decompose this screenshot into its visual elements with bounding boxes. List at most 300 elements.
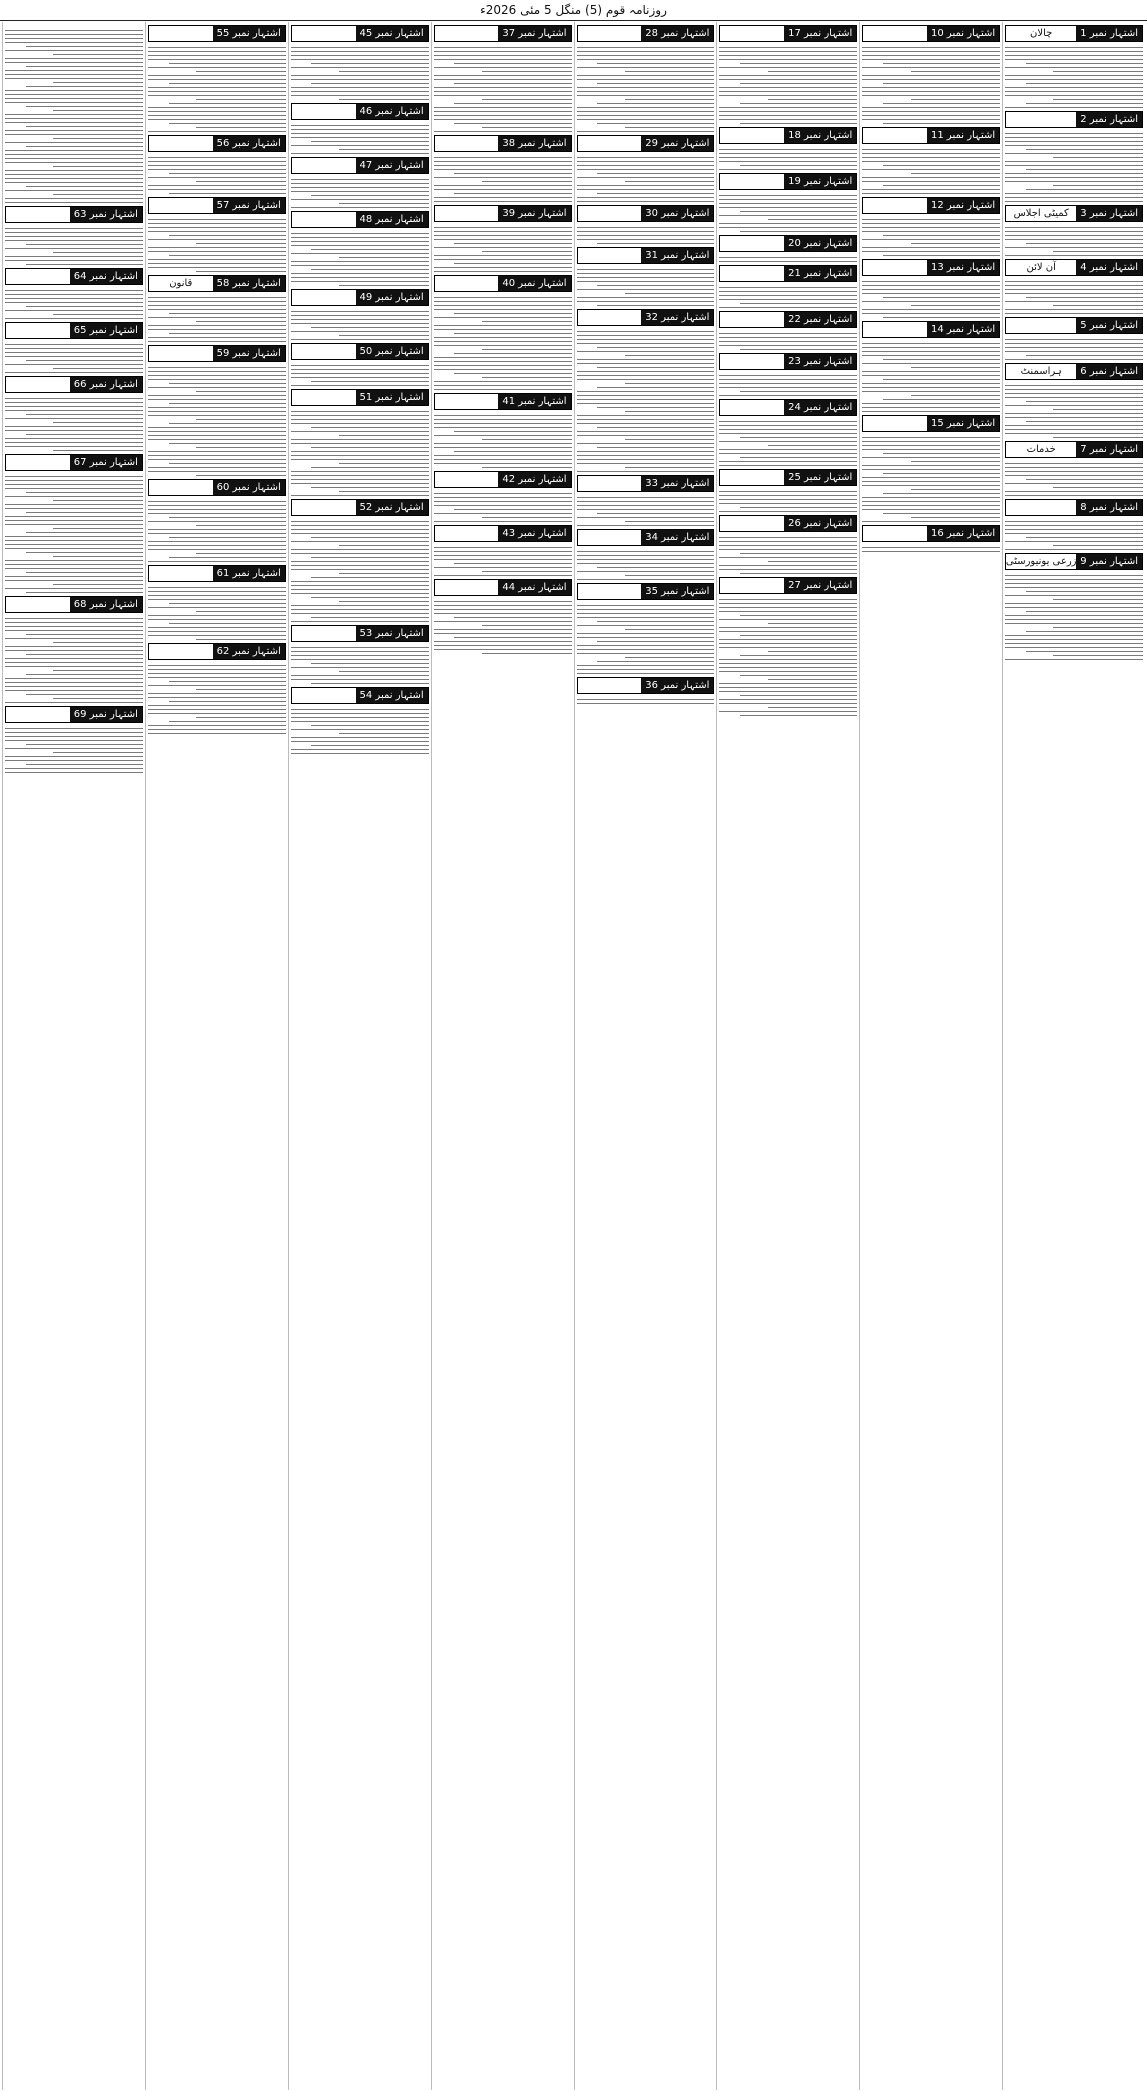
text-line [53, 642, 143, 643]
text-line [5, 310, 143, 311]
ad-title [578, 678, 642, 693]
ad-box [148, 25, 286, 132]
text-line [862, 407, 1000, 408]
text-line [454, 243, 571, 244]
ad-header [434, 25, 572, 42]
text-line [1053, 71, 1143, 72]
text-line [434, 605, 572, 606]
text-line [625, 521, 715, 522]
text-line [26, 126, 143, 127]
text-line [5, 520, 143, 521]
text-line [291, 95, 429, 96]
text-line [1026, 355, 1143, 356]
text-line [169, 721, 286, 722]
text-line [148, 435, 286, 436]
text-line [719, 425, 857, 426]
text-line [169, 235, 286, 236]
text-line [291, 47, 429, 48]
text-line [719, 299, 857, 300]
text-line [597, 123, 714, 124]
text-line [577, 51, 715, 52]
ad-title [6, 707, 70, 722]
text-line [148, 665, 286, 666]
ad-box [434, 25, 572, 132]
ad-number: اشتہار نمبر 18 [784, 128, 856, 143]
text-line [577, 59, 715, 60]
text-line [1005, 165, 1143, 166]
ad-box [719, 399, 857, 466]
ad-body-text [719, 532, 857, 574]
text-line [719, 157, 857, 158]
text-line [5, 646, 143, 647]
text-line [5, 540, 143, 541]
ad-title: چالان [1030, 28, 1053, 39]
text-line [1005, 133, 1143, 134]
classified-page [2, 22, 1145, 2090]
text-line [291, 495, 429, 496]
ad-box [719, 127, 857, 170]
text-line [454, 373, 571, 374]
text-line [1005, 231, 1143, 232]
text-line [454, 431, 571, 432]
ad-body-text [719, 144, 857, 170]
ad-header [719, 311, 857, 328]
text-line [291, 713, 429, 714]
ad-number: اشتہار نمبر 7 [1076, 442, 1142, 457]
ad-box [148, 197, 286, 272]
text-line [862, 223, 1000, 224]
ad-title [720, 400, 784, 415]
text-line [5, 740, 143, 741]
text-line [434, 197, 572, 198]
text-line [53, 368, 143, 369]
text-line [148, 51, 286, 52]
text-line [577, 359, 715, 360]
ad-box [862, 321, 1000, 412]
text-line [1053, 305, 1143, 306]
ad-box [5, 268, 143, 319]
text-line [339, 733, 429, 734]
ad-number: اشتہار نمبر 33 [641, 476, 713, 491]
ad-body-text [291, 360, 429, 386]
ad-body-text [291, 306, 429, 340]
text-line [577, 463, 715, 464]
text-line [5, 372, 143, 373]
text-line [5, 364, 143, 365]
ad-title [6, 269, 70, 284]
text-line [454, 173, 571, 174]
ad-box [862, 415, 1000, 522]
ad-box [719, 469, 857, 512]
text-line [148, 459, 286, 460]
text-line [577, 119, 715, 120]
text-line [719, 503, 857, 504]
text-line [291, 431, 429, 432]
text-line [911, 243, 1001, 244]
ad-number: اشتہار نمبر 24 [784, 400, 856, 415]
text-line [577, 517, 715, 518]
text-line [291, 439, 429, 440]
text-line [5, 228, 143, 229]
ad-number: اشتہار نمبر 16 [927, 526, 999, 541]
text-line [196, 127, 286, 128]
ad-body-text [291, 406, 429, 496]
text-line [625, 575, 715, 576]
text-line [862, 309, 1000, 310]
ad-header [148, 275, 286, 292]
ad-box [148, 643, 286, 734]
text-line [883, 379, 1000, 380]
text-line [291, 273, 429, 274]
text-line [148, 267, 286, 268]
text-line [5, 496, 143, 497]
text-line [719, 499, 857, 500]
text-line [862, 115, 1000, 116]
ad-body-text [719, 370, 857, 396]
text-line [339, 601, 429, 602]
text-line [291, 737, 429, 738]
ad-box [148, 275, 286, 342]
text-line [862, 111, 1000, 112]
text-line [482, 377, 572, 378]
text-line [169, 383, 286, 384]
text-line [148, 541, 286, 542]
text-line [1005, 95, 1143, 96]
text-line [577, 551, 715, 552]
text-line [1005, 309, 1143, 310]
text-line [5, 134, 143, 135]
text-line [26, 434, 143, 435]
text-line [5, 686, 143, 687]
text-line [5, 638, 143, 639]
text-line [5, 476, 143, 477]
ad-box [719, 353, 857, 396]
text-line [196, 181, 286, 182]
ad-body-text [862, 214, 1000, 256]
text-line [5, 398, 143, 399]
text-line [53, 556, 143, 557]
text-line [1005, 107, 1143, 108]
text-line [196, 71, 286, 72]
ad-box [291, 343, 429, 386]
text-line [719, 291, 857, 292]
text-line [291, 241, 429, 242]
text-line [26, 106, 143, 107]
masthead [0, 0, 1147, 21]
text-line [454, 353, 571, 354]
ad-box [577, 25, 715, 132]
text-line [5, 426, 143, 427]
ad-number: اشتہار نمبر 13 [927, 260, 999, 275]
ad-body-text [1005, 42, 1143, 108]
ad-header [577, 475, 715, 492]
text-line [26, 66, 143, 67]
text-line [5, 580, 143, 581]
text-line [883, 123, 1000, 124]
text-line [148, 169, 286, 170]
text-line [148, 305, 286, 306]
text-line [434, 189, 572, 190]
text-line [862, 501, 1000, 502]
text-line [862, 437, 1000, 438]
text-line [862, 47, 1000, 48]
ad-box [577, 135, 715, 202]
text-line [5, 560, 143, 561]
text-line [577, 605, 715, 606]
text-line [5, 736, 143, 737]
ad-header [434, 205, 572, 222]
ad-number: اشتہار نمبر 4 [1076, 260, 1142, 275]
text-line [1005, 227, 1143, 228]
text-line [577, 399, 715, 400]
text-line [148, 251, 286, 252]
text-line [625, 657, 715, 658]
text-line [291, 67, 429, 68]
text-line [291, 741, 429, 742]
text-line [1026, 83, 1143, 84]
text-line [1005, 247, 1143, 248]
text-line [577, 197, 715, 198]
text-line [883, 493, 1000, 494]
text-line [291, 265, 429, 266]
text-line [291, 655, 429, 656]
text-line [5, 484, 143, 485]
text-line [169, 103, 286, 104]
text-line [148, 59, 286, 60]
text-line [434, 423, 572, 424]
text-line [719, 161, 857, 162]
text-line [434, 345, 572, 346]
text-line [862, 383, 1000, 384]
ad-header [5, 268, 143, 285]
text-line [719, 619, 857, 620]
text-line [5, 702, 143, 703]
text-line [148, 329, 286, 330]
text-line [26, 744, 143, 745]
text-line [53, 422, 143, 423]
text-line [434, 361, 572, 362]
text-line [577, 559, 715, 560]
ad-body-text [434, 596, 572, 654]
text-line [434, 649, 572, 650]
ad-title [720, 266, 784, 281]
text-line [577, 699, 715, 700]
text-line [148, 91, 286, 92]
text-line [291, 55, 429, 56]
text-line [577, 625, 715, 626]
text-line [911, 305, 1001, 306]
text-line [148, 733, 286, 734]
text-line [577, 609, 715, 610]
ad-box [862, 127, 1000, 194]
text-line [862, 375, 1000, 376]
text-line [169, 557, 286, 558]
text-line [291, 621, 429, 622]
text-line [291, 593, 429, 594]
ad-title: قانون [169, 278, 193, 289]
text-line [291, 253, 429, 254]
text-line [719, 461, 857, 462]
text-line [26, 512, 143, 513]
text-line [597, 173, 714, 174]
ad-header [719, 515, 857, 532]
text-line [862, 371, 1000, 372]
ad-header [434, 525, 572, 542]
text-line [719, 257, 857, 258]
ad-title [435, 580, 499, 595]
text-line [26, 694, 143, 695]
text-line [482, 181, 572, 182]
ad-header [291, 289, 429, 306]
text-line [719, 603, 857, 604]
text-line [5, 74, 143, 75]
text-line [434, 513, 572, 514]
text-line [1053, 409, 1143, 410]
text-line [148, 439, 286, 440]
ad-column [1002, 22, 1145, 2090]
text-line [911, 367, 1001, 368]
text-line [577, 665, 715, 666]
text-line [1053, 437, 1143, 438]
text-line [434, 247, 572, 248]
text-line [911, 395, 1001, 396]
ad-body-text [577, 42, 715, 132]
text-line [291, 125, 429, 126]
text-line [148, 161, 286, 162]
text-line [883, 83, 1000, 84]
ad-header [862, 525, 1000, 542]
text-line [291, 459, 429, 460]
text-line [719, 379, 857, 380]
text-line [5, 548, 143, 549]
text-line [291, 137, 429, 138]
text-line [291, 411, 429, 412]
ad-header [577, 205, 715, 222]
ad-number: اشتہار نمبر 57 [213, 198, 285, 213]
text-line [482, 439, 572, 440]
ad-number: اشتہار نمبر 19 [784, 174, 856, 189]
ad-number: اشتہار نمبر 8 [1076, 500, 1142, 515]
text-line [768, 679, 858, 680]
text-line [1005, 639, 1143, 640]
ad-header [148, 643, 286, 660]
text-line [339, 491, 429, 492]
ad-body-text [862, 144, 1000, 194]
ad-header [291, 103, 429, 120]
text-line [719, 627, 857, 628]
text-line [434, 231, 572, 232]
text-line [577, 501, 715, 502]
ad-title [578, 530, 642, 545]
text-line [291, 91, 429, 92]
text-line [740, 391, 857, 392]
text-line [719, 663, 857, 664]
text-line [26, 86, 143, 87]
text-line [577, 339, 715, 340]
ad-header [1005, 553, 1143, 570]
text-line [148, 189, 286, 190]
ad-title: زرعی یونیورسٹی [1006, 556, 1077, 567]
ad-box [577, 205, 715, 244]
text-line [291, 331, 429, 332]
ad-body-text [719, 328, 857, 350]
ad-body-text [862, 276, 1000, 318]
text-line [719, 565, 857, 566]
text-line [740, 303, 857, 304]
text-line [719, 549, 857, 550]
text-line [862, 219, 1000, 220]
ad-body-text [434, 542, 572, 576]
text-line [1005, 495, 1143, 496]
text-line [148, 371, 286, 372]
text-line [1005, 483, 1143, 484]
text-line [597, 63, 714, 64]
text-line [1005, 55, 1143, 56]
text-line [883, 255, 1000, 256]
ad-box [5, 596, 143, 703]
ad-box [577, 583, 715, 674]
ad-number: اشتہار نمبر 45 [356, 26, 428, 41]
ad-title [149, 26, 213, 41]
ad-title [435, 526, 499, 541]
text-line [719, 395, 857, 396]
text-line [53, 54, 143, 55]
ad-body-text [148, 496, 286, 562]
text-line [291, 323, 429, 324]
text-line [1005, 521, 1143, 522]
text-line [5, 344, 143, 345]
text-line [291, 561, 429, 562]
text-line [5, 352, 143, 353]
text-line [1005, 587, 1143, 588]
text-line [5, 564, 143, 565]
text-line [862, 75, 1000, 76]
ad-body-text [434, 410, 572, 468]
text-line [577, 87, 715, 88]
ad-header [148, 135, 286, 152]
text-line [5, 630, 143, 631]
text-line [169, 83, 286, 84]
ad-number: اشتہار نمبر 21 [784, 266, 856, 281]
text-line [5, 294, 143, 295]
text-line [719, 703, 857, 704]
text-line [577, 451, 715, 452]
text-line [862, 107, 1000, 108]
text-line [1005, 293, 1143, 294]
text-line [291, 385, 429, 386]
text-line [719, 557, 857, 558]
ad-number: اشتہار نمبر 48 [356, 212, 428, 227]
ad-header [719, 173, 857, 190]
text-line [291, 183, 429, 184]
text-line [768, 651, 858, 652]
text-line [339, 149, 429, 150]
text-line [577, 395, 715, 396]
text-line [1005, 425, 1143, 426]
ad-title [6, 377, 70, 392]
ad-title: آن لائن [1026, 262, 1056, 273]
ad-box [434, 525, 572, 576]
ad-body-text [291, 704, 429, 754]
ad-header [1005, 205, 1143, 222]
text-line [577, 301, 715, 302]
text-line [577, 95, 715, 96]
text-line [862, 469, 1000, 470]
text-line [148, 95, 286, 96]
text-line [719, 169, 857, 170]
text-line [5, 430, 143, 431]
text-line [291, 75, 429, 76]
